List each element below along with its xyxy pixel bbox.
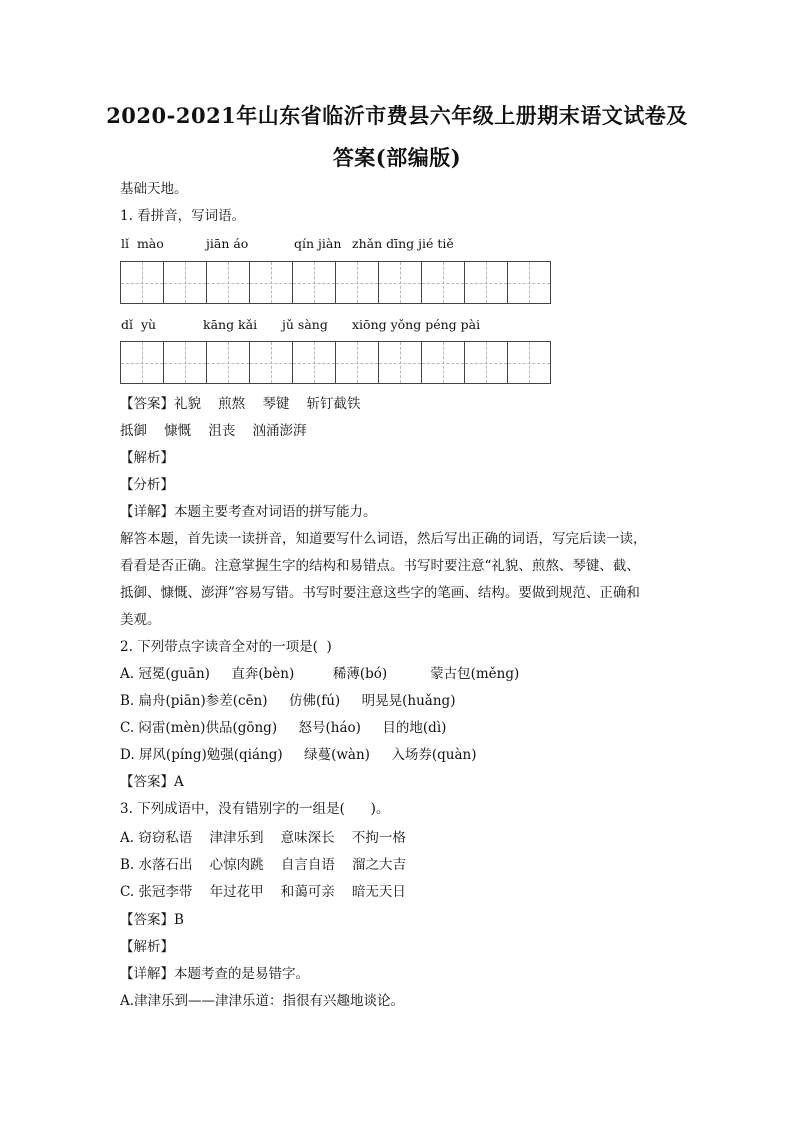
q2-option-a: A. 冠冕(guān) 直奔(bèn) 稀薄(bó) 蒙古包(měng) xyxy=(120,666,520,682)
q2-option-b: B. 扁舟(piān)参差(cēn) 仿佛(fú) 明晃晃(huǎng) xyxy=(120,693,456,709)
q1-fenxi: 【分析】 xyxy=(120,477,174,493)
q1-prompt: 1. 看拼音，写词语。 xyxy=(120,208,246,224)
writing-cell[interactable] xyxy=(293,261,336,304)
writing-cell[interactable] xyxy=(465,341,508,384)
q3-jiexi: 【解析】 xyxy=(120,939,174,955)
writing-cell[interactable] xyxy=(379,341,422,384)
writing-cell[interactable] xyxy=(164,341,207,384)
writing-cell[interactable] xyxy=(508,261,551,304)
q1-row2-pinyin-4: xiōng yǒng péng pài xyxy=(352,317,481,332)
writing-cell[interactable] xyxy=(379,261,422,304)
section-heading: 基础天地。 xyxy=(120,181,188,197)
q1-row2-pinyin-2: kāng kǎi xyxy=(203,317,258,332)
q1-para-2: 看看是否正确。注意掌握生字的结构和易错点。书写时要注意“礼貌、煎熬、琴键、截、 xyxy=(120,558,640,574)
q1-row1-pinyin-1: lǐ mào xyxy=(121,236,164,251)
q3-prompt: 3. 下列成语中，没有错别字的一组是( )。 xyxy=(120,801,390,817)
q3-option-b: B. 水落石出 心惊肉跳 自言自语 溜之大吉 xyxy=(120,857,406,873)
writing-cell[interactable] xyxy=(465,261,508,304)
q1-para-3: 抵御、慷慨、澎湃”容易写错。书写时要注意这些字的笔画、结构。要做到规范、正确和 xyxy=(120,585,640,601)
writing-cell[interactable] xyxy=(121,341,164,384)
q1-para-1: 解答本题，首先读一读拼音，知道要写什么词语，然后写出正确的词语，写完后读一读， xyxy=(120,531,647,547)
q3-option-c: C. 张冠李带 年过花甲 和蔼可亲 暗无天日 xyxy=(120,884,406,900)
writing-cell[interactable] xyxy=(336,261,379,304)
q3-note: A.津津乐到——津津乐道：指很有兴趣地谈论。 xyxy=(120,993,405,1009)
q1-row1-pinyin-4: zhǎn dīng jié tiě xyxy=(352,236,454,251)
q3-xiangjie: 【详解】本题考查的是易错字。 xyxy=(120,966,309,982)
q1-jiexi: 【解析】 xyxy=(120,450,174,466)
q1-writing-grid-row1 xyxy=(120,261,551,304)
q2-option-d: D. 屏风(píng)勉强(qiáng) 绿蔓(wàn) 入场券(quàn) xyxy=(120,747,477,763)
writing-cell[interactable] xyxy=(422,341,465,384)
q1-row2-pinyin-3: jǔ sàng xyxy=(282,317,328,332)
q1-answer-line1: 【答案】礼貌 煎熬 琴键 斩钉截铁 xyxy=(120,396,361,412)
writing-cell[interactable] xyxy=(508,341,551,384)
writing-cell[interactable] xyxy=(207,341,250,384)
doc-title-line1: 2020-2021年山东省临沂市费县六年级上册期末语文试卷及 xyxy=(106,103,688,128)
writing-cell[interactable] xyxy=(250,341,293,384)
q3-option-a: A. 窃窃私语 津津乐到 意味深长 不拘一格 xyxy=(120,830,406,846)
writing-cell[interactable] xyxy=(293,341,336,384)
q1-row1-pinyin-2: jiān áo xyxy=(206,236,249,251)
q2-option-c: C. 闷雷(mèn)供品(gōng) 怒号(háo) 目的地(dì) xyxy=(120,720,447,736)
writing-cell[interactable] xyxy=(336,341,379,384)
q1-answer-line2: 抵御 慷慨 沮丧 汹涌澎湃 xyxy=(120,423,307,439)
q1-row1-pinyin-3: qín jiàn xyxy=(294,236,342,251)
q2-answer: 【答案】A xyxy=(120,774,184,790)
q1-row2-pinyin-1: dǐ yù xyxy=(121,317,157,332)
q1-xiangjie: 【详解】本题主要考查对词语的拼写能力。 xyxy=(120,504,377,520)
q1-para-4: 美观。 xyxy=(120,612,161,628)
writing-cell[interactable] xyxy=(121,261,164,304)
writing-cell[interactable] xyxy=(164,261,207,304)
writing-cell[interactable] xyxy=(250,261,293,304)
writing-cell[interactable] xyxy=(422,261,465,304)
q2-prompt: 2. 下列带点字读音全对的一项是( ) xyxy=(120,639,332,655)
writing-cell[interactable] xyxy=(207,261,250,304)
doc-title-line2: 答案(部编版) xyxy=(332,145,462,170)
q1-writing-grid-row2 xyxy=(120,341,551,384)
q3-answer: 【答案】B xyxy=(120,912,184,928)
